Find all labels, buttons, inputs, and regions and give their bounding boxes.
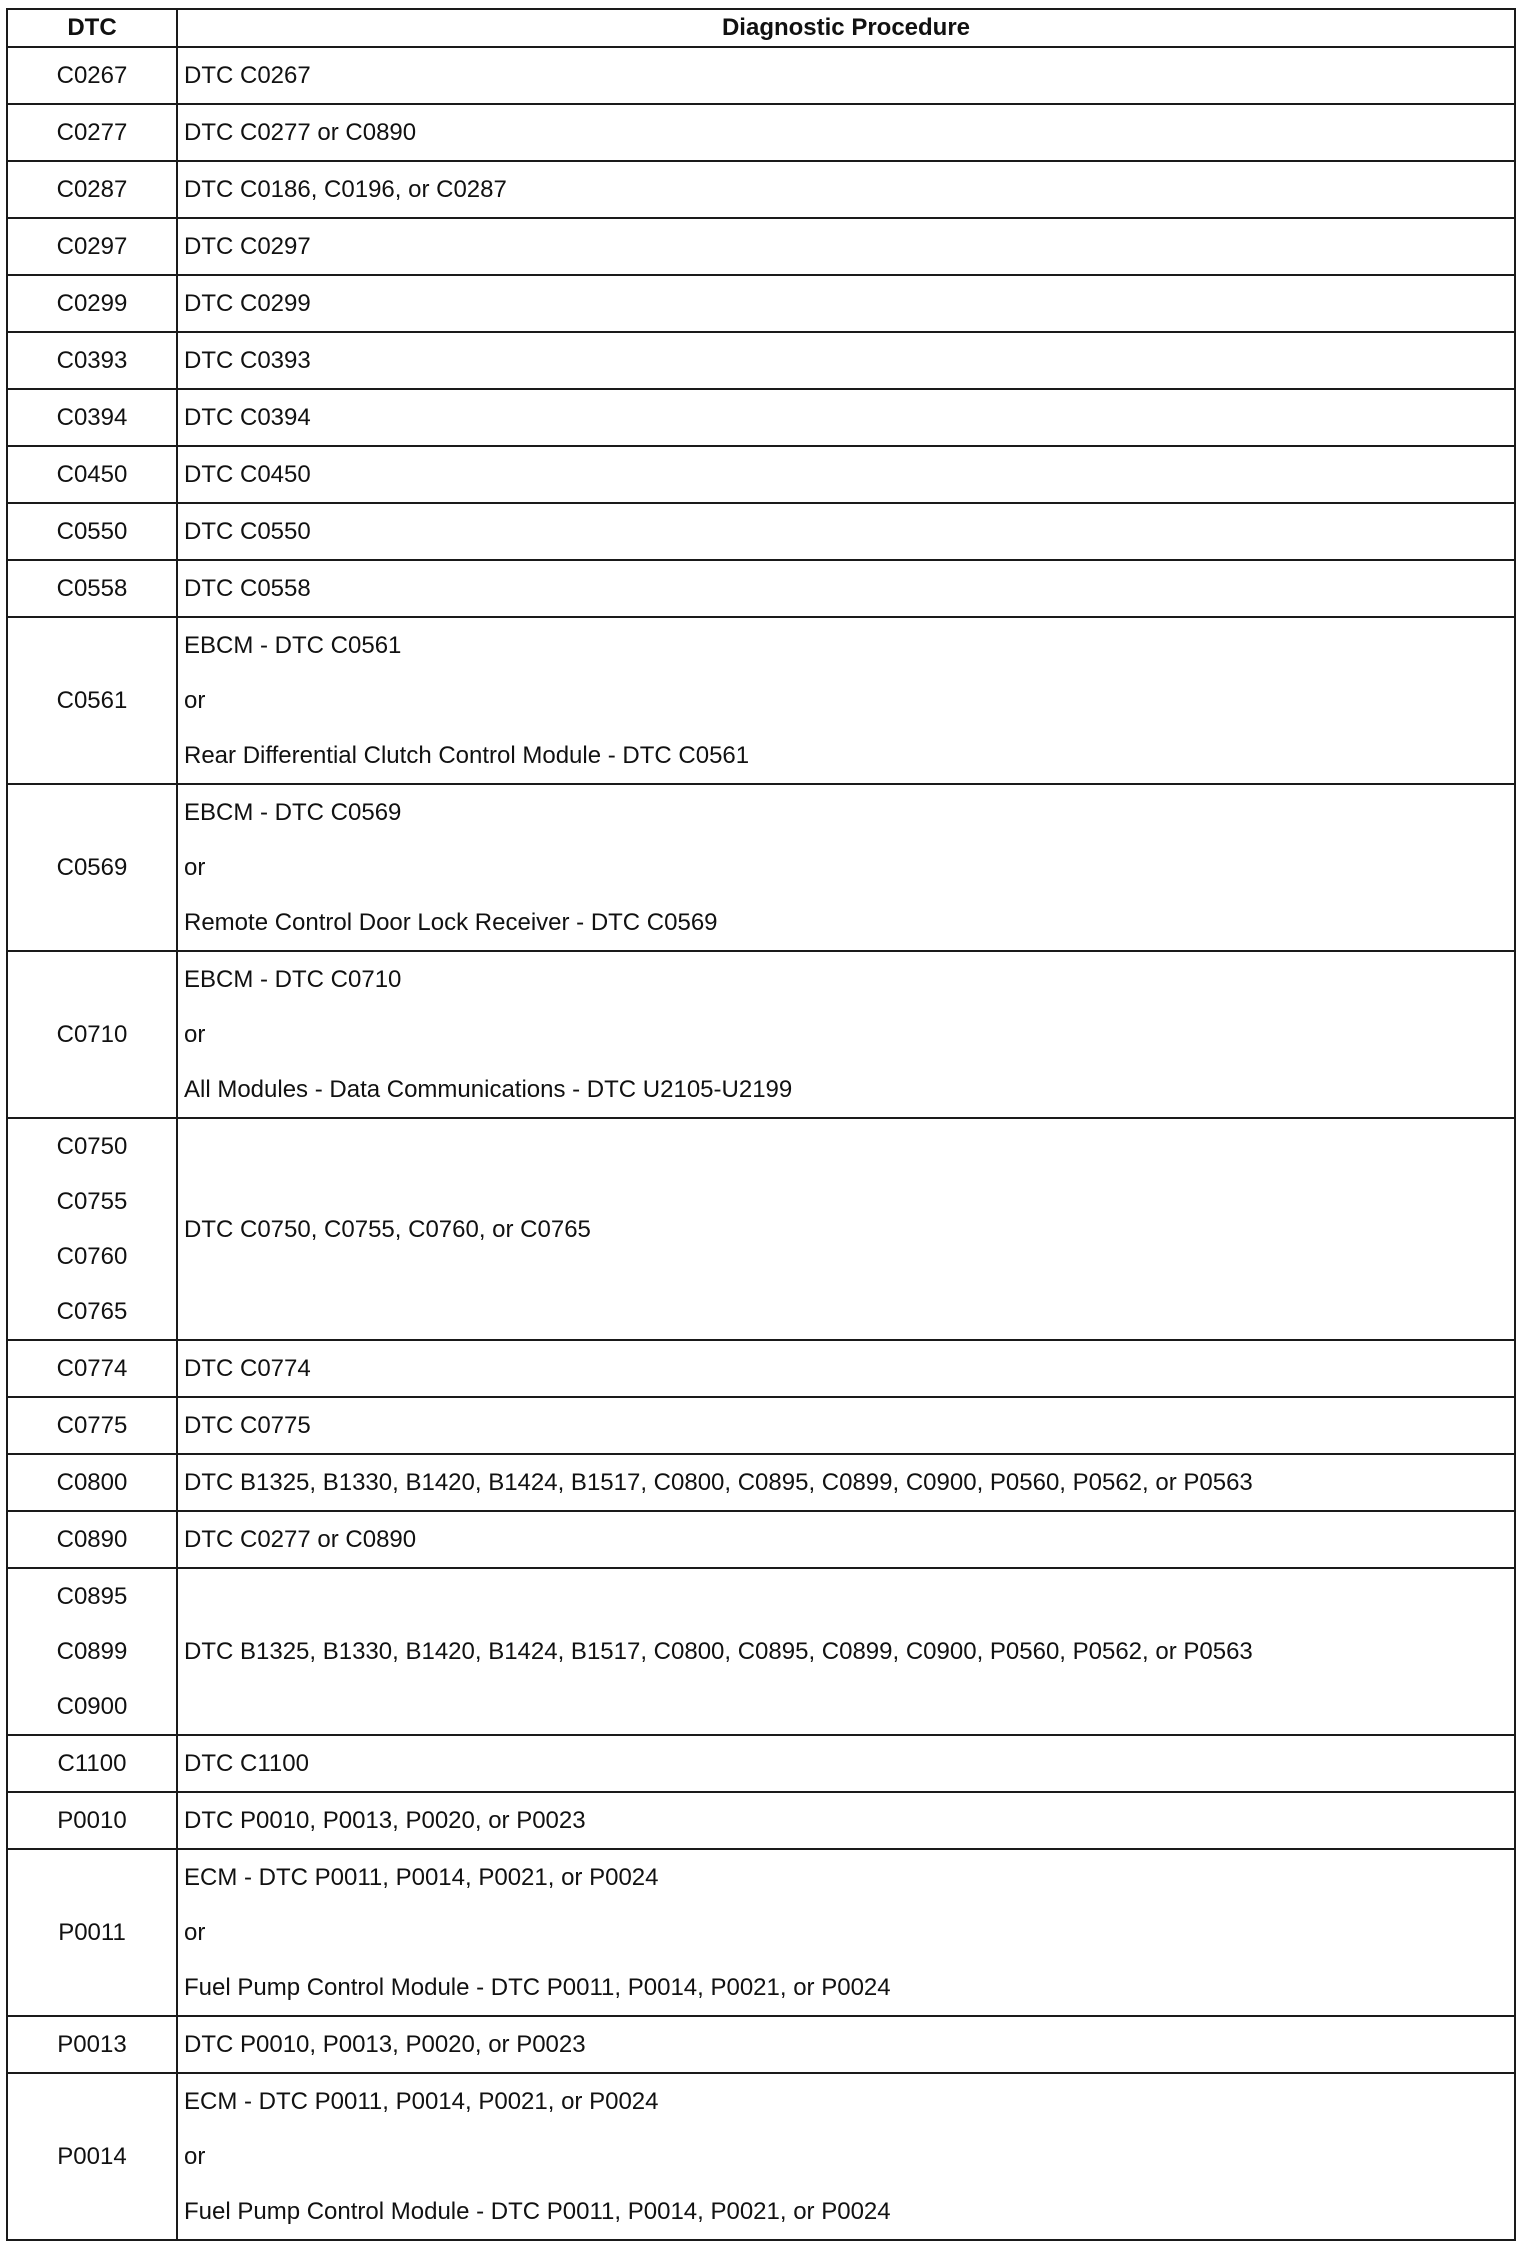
dtc-code-cell [7,1340,177,1397]
dtc-code: C0775 [56,1412,128,1439]
dtc-code-cell [7,446,177,503]
table-row [7,951,1515,1118]
dtc-code: C0561 [56,687,128,714]
dtc-code-cell [7,1397,177,1454]
dtc-code-cell [7,1735,177,1792]
table-row [7,275,1515,332]
table-row [7,1397,1515,1454]
procedure-line: EBCM - DTC C0561 [184,632,402,659]
table-row [7,1340,1515,1397]
diagnostic-procedure-cell [177,389,1515,446]
diagnostic-procedure-cell [177,2016,1515,2073]
dtc-code: P0011 [58,1919,126,1946]
table-row [7,2016,1515,2073]
procedure-line: DTC C0186, C0196, or C0287 [184,176,507,203]
table-row [7,446,1515,503]
diagnostic-procedure-cell [177,47,1515,104]
procedure-line: or [184,854,206,881]
procedure-line: DTC C0299 [184,290,311,317]
dtc-code-cell [7,332,177,389]
diagnostic-procedure-cell [177,1511,1515,1568]
procedure-line: DTC P0010, P0013, P0020, or P0023 [184,1807,586,1834]
dtc-code: C0710 [56,1021,128,1048]
diagnostic-procedure-cell [177,2073,1515,2240]
dtc-code: C0765 [56,1298,128,1325]
dtc-code-cell [7,1568,177,1735]
dtc-code: C0558 [56,575,128,602]
dtc-code-cell [7,951,177,1118]
dtc-procedure-table [6,8,1516,2241]
diagnostic-procedure-cell [177,1849,1515,2016]
procedure-line: DTC C0394 [184,404,311,431]
dtc-code-cell [7,617,177,784]
table-row [7,161,1515,218]
dtc-code-cell [7,1792,177,1849]
diagnostic-procedure-cell [177,1397,1515,1454]
dtc-code: C0774 [56,1355,128,1382]
procedure-line: DTC P0010, P0013, P0020, or P0023 [184,2031,586,2058]
diagnostic-procedure-cell [177,1340,1515,1397]
diagnostic-procedure-cell [177,104,1515,161]
procedure-line: Fuel Pump Control Module - DTC P0011, P0014, P0021, or P0024 [184,1974,891,2001]
table-row [7,503,1515,560]
table-row [7,104,1515,161]
dtc-code: C0899 [56,1638,128,1665]
table-row [7,617,1515,784]
procedure-line: DTC C0277 or C0890 [184,119,417,146]
procedure-line: DTC C0550 [184,518,311,545]
dtc-code: C0267 [56,62,128,89]
table-header-row [7,9,1515,47]
table-row [7,1511,1515,1568]
table-row [7,1735,1515,1792]
dtc-code-cell [7,161,177,218]
procedure-line: ECM - DTC P0011, P0014, P0021, or P0024 [184,1864,659,1891]
dtc-code: C0393 [56,347,128,374]
dtc-code-cell [7,1454,177,1511]
dtc-code-cell [7,560,177,617]
table-row [7,1568,1515,1735]
procedure-line: DTC C0775 [184,1412,311,1439]
dtc-code-cell [7,2016,177,2073]
procedure-line: EBCM - DTC C0569 [184,799,402,826]
procedure-line: EBCM - DTC C0710 [184,966,402,993]
table-row [7,560,1515,617]
dtc-column-header: DTC [7,9,177,47]
table-row [7,2073,1515,2240]
dtc-code: C0277 [56,119,128,146]
dtc-code-cell [7,1511,177,1568]
dtc-code: C0750 [56,1133,128,1160]
dtc-code-cell [7,784,177,951]
dtc-code: C0450 [56,461,128,488]
diagnostic-procedure-cell [177,446,1515,503]
dtc-code-cell [7,2073,177,2240]
table-row [7,389,1515,446]
diagnostic-procedure-cell [177,1792,1515,1849]
table-row [7,47,1515,104]
procedure-line: All Modules - Data Communications - DTC U2105-U2199 [184,1076,793,1103]
dtc-code: C0297 [56,233,128,260]
dtc-code-cell [7,503,177,560]
dtc-code: P0014 [57,2143,127,2170]
dtc-code: C0550 [56,518,128,545]
procedure-line: DTC C0450 [184,461,311,488]
procedure-line: Fuel Pump Control Module - DTC P0011, P0014, P0021, or P0024 [184,2198,891,2225]
diagnostic-procedure-cell [177,275,1515,332]
procedure-line: Rear Differential Clutch Control Module - DTC C0561 [184,742,750,769]
procedure-line: or [184,687,206,714]
procedure-column-header: Diagnostic Procedure [177,9,1515,47]
diagnostic-procedure-cell [177,503,1515,560]
dtc-code: C0895 [56,1583,128,1610]
dtc-code: C0755 [56,1188,128,1215]
procedure-line: DTC C0277 or C0890 [184,1526,417,1553]
dtc-code-cell [7,104,177,161]
dtc-code: C0287 [56,176,128,203]
procedure-line: DTC C0558 [184,575,311,602]
dtc-code: P0013 [57,2031,127,2058]
dtc-code: C0800 [56,1469,128,1496]
procedure-line: DTC C0750, C0755, C0760, or C0765 [184,1215,591,1243]
dtc-code-cell [7,275,177,332]
diagnostic-procedure-cell [177,1454,1515,1511]
table-row [7,1792,1515,1849]
procedure-line: DTC C0267 [184,62,311,89]
dtc-code: C0569 [56,854,128,881]
diagnostic-procedure-cell [177,617,1515,784]
dtc-code: C0900 [56,1693,128,1720]
dtc-code: C0890 [56,1526,128,1553]
procedure-line: ECM - DTC P0011, P0014, P0021, or P0024 [184,2088,659,2115]
diagnostic-procedure-cell [177,784,1515,951]
table-row [7,1849,1515,2016]
diagnostic-procedure-cell [177,332,1515,389]
table-row [7,1118,1515,1340]
table-row [7,784,1515,951]
procedure-line: DTC C1100 [184,1750,309,1777]
diagnostic-procedure-cell [177,1568,1515,1735]
procedure-line: DTC B1325, B1330, B1420, B1424, B1517, C0800, C0895, C0899, C0900, P0560, P0562, or P0563 [184,1469,1253,1496]
dtc-code-cell [7,1849,177,2016]
dtc-code-cell [7,47,177,104]
dtc-code: C0394 [56,404,128,431]
dtc-code-cell [7,389,177,446]
table-row [7,332,1515,389]
procedure-line: or [184,1919,206,1946]
procedure-line: DTC C0393 [184,347,311,374]
procedure-line: Remote Control Door Lock Receiver - DTC C0569 [184,909,718,936]
diagnostic-procedure-cell [177,1735,1515,1792]
procedure-line: or [184,1021,206,1048]
dtc-code: P0010 [57,1807,127,1834]
dtc-code: C1100 [57,1750,127,1777]
dtc-code-cell [7,1118,177,1340]
diagnostic-procedure-cell [177,161,1515,218]
table-body [7,47,1515,2240]
diagnostic-procedure-cell [177,218,1515,275]
diagnostic-procedure-cell [177,951,1515,1118]
procedure-line: DTC B1325, B1330, B1420, B1424, B1517, C0800, C0895, C0899, C0900, P0560, P0562, or P0563 [184,1638,1253,1665]
table-row [7,218,1515,275]
diagnostic-procedure-cell [177,1118,1515,1340]
procedure-line: or [184,2143,206,2170]
procedure-line: DTC C0774 [184,1355,311,1382]
dtc-code-cell [7,218,177,275]
procedure-line: DTC C0297 [184,233,311,260]
dtc-code: C0760 [56,1243,128,1270]
dtc-code: C0299 [56,290,128,317]
table-row [7,1454,1515,1511]
diagnostic-procedure-cell [177,560,1515,617]
